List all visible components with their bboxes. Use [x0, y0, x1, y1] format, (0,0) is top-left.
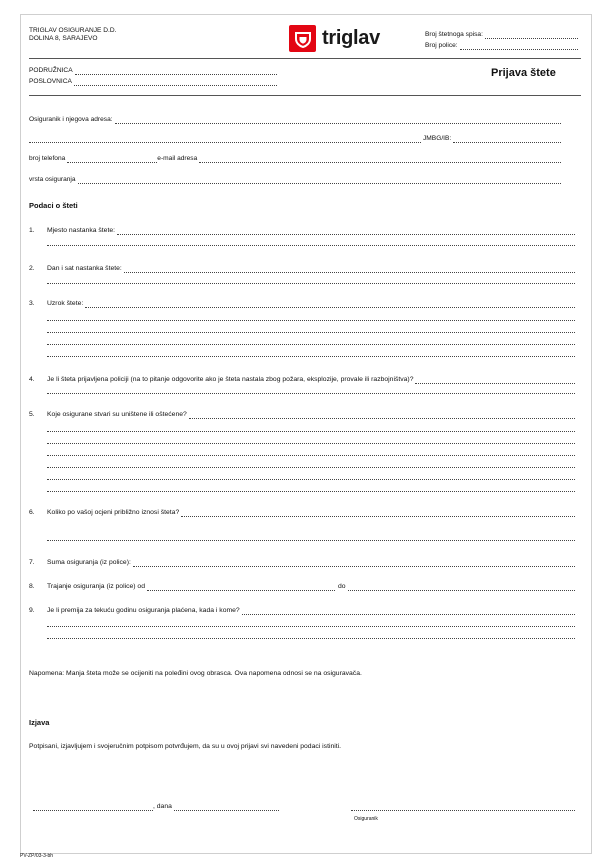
- q5-line-2[interactable]: [47, 436, 575, 444]
- header-divider: [29, 58, 581, 59]
- statement-title: Izjava: [29, 718, 50, 727]
- q3-line-3[interactable]: [47, 337, 575, 345]
- place-date-field[interactable]: [33, 803, 279, 811]
- q4-label: Je li šteta prijavljena policiji (na to pitanje odgovorite ako je šteta nastala zbog požara, eksplozije, provale ili razbojništva)?: [47, 376, 414, 383]
- insurance-type-field[interactable]: [29, 176, 561, 184]
- q3-line-1[interactable]: [47, 313, 575, 321]
- policy-number-field[interactable]: [425, 42, 578, 50]
- q5-line-3[interactable]: [47, 448, 575, 456]
- triglav-logo: [289, 25, 380, 52]
- signer-label: Osiguranik: [354, 816, 378, 822]
- form-title: Prijava štete: [491, 67, 556, 79]
- insured-jmbg-row[interactable]: [29, 135, 561, 143]
- podruznica-label: PODRUŽNICA: [29, 67, 73, 74]
- q2-number: 2.: [29, 265, 35, 272]
- q4-number: 4.: [29, 376, 35, 383]
- file-number-label: Broj štetnoga spisa:: [425, 31, 483, 38]
- q3-line-2[interactable]: [47, 325, 575, 333]
- q1-label: Mjesto nastanka štete:: [47, 227, 116, 234]
- q3-number: 3.: [29, 300, 35, 307]
- q7-label: Suma osiguranja (iz police):: [47, 559, 131, 566]
- q9-number: 9.: [29, 607, 35, 614]
- q5-line-5[interactable]: [47, 472, 575, 480]
- q5-field[interactable]: [47, 411, 575, 419]
- q4-line[interactable]: [47, 386, 575, 394]
- q1-line[interactable]: [47, 238, 575, 246]
- q9-line-1[interactable]: [47, 619, 575, 627]
- q5-label: Koje osigurane stvari su uništene ili oštećene?: [47, 411, 187, 418]
- phone-label: broj telefona: [29, 155, 66, 162]
- insured-name-address-field[interactable]: [29, 116, 561, 124]
- poslovnica-field[interactable]: [29, 78, 277, 86]
- branch-divider: [29, 95, 581, 96]
- note-text: Napomena: Manja šteta može se ocijeniti na poleđini ovog obrasca. Ova napomena odnosi se na osiguravača.: [29, 670, 362, 677]
- q6-line[interactable]: [47, 533, 575, 541]
- q8-label: Trajanje osiguranja (iz police) od: [47, 583, 145, 590]
- podruznica-field[interactable]: [29, 67, 277, 75]
- q9-label: Je li premija za tekuću godinu osiguranja plaćena, kada i kome?: [47, 607, 240, 614]
- q5-line-1[interactable]: [47, 424, 575, 432]
- q8-field[interactable]: [47, 583, 575, 591]
- policy-number-label: Broj police:: [425, 42, 458, 49]
- insurance-type-label: vrsta osiguranja: [29, 176, 76, 183]
- q7-field[interactable]: [47, 559, 575, 567]
- q7-number: 7.: [29, 559, 35, 566]
- q9-line-2[interactable]: [47, 631, 575, 639]
- q1-field[interactable]: [47, 227, 575, 235]
- date-label: , dana: [153, 803, 172, 810]
- q8-to-label: do: [337, 583, 346, 590]
- q6-number: 6.: [29, 509, 35, 516]
- statement-text: Potpisani, izjavljujem i svojeručnim potpisom potvrđujem, da su u ovoj prijavi svi navedeni podaci istiniti.: [29, 743, 342, 750]
- q2-label: Dan i sat nastanka štete:: [47, 265, 122, 272]
- q1-number: 1.: [29, 227, 35, 234]
- email-label: e-mail adresa: [157, 155, 198, 162]
- q3-field[interactable]: [47, 300, 575, 308]
- q5-number: 5.: [29, 411, 35, 418]
- poslovnica-label: POSLOVNICA: [29, 78, 72, 85]
- company-name: TRIGLAV OSIGURANJE D.D.: [29, 27, 117, 34]
- q5-line-6[interactable]: [47, 484, 575, 492]
- logo-wordmark: triglav: [322, 27, 380, 49]
- q3-line-4[interactable]: [47, 349, 575, 357]
- q3-label: Uzrok štete:: [47, 300, 84, 307]
- section-title-podaci: Podaci o šteti: [29, 201, 78, 210]
- insured-name-address-label: Osiguranik i njegova adresa:: [29, 116, 113, 123]
- file-number-field[interactable]: [425, 31, 578, 39]
- q5-line-4[interactable]: [47, 460, 575, 468]
- signature-line[interactable]: [351, 803, 575, 811]
- form-page: [20, 14, 592, 854]
- company-address: DOLINA 8, SARAJEVO: [29, 35, 98, 42]
- q6-label: Koliko po vašoj ocjeni približno iznosi šteta?: [47, 509, 180, 516]
- q9-field[interactable]: [47, 607, 575, 615]
- q2-line[interactable]: [47, 276, 575, 284]
- q6-field[interactable]: [47, 509, 575, 517]
- contact-row[interactable]: [29, 155, 561, 163]
- q8-number: 8.: [29, 583, 35, 590]
- q2-field[interactable]: [47, 265, 575, 273]
- q4-field[interactable]: [47, 376, 575, 384]
- jmbg-label: JMBG/IB:: [423, 135, 452, 142]
- triglav-emblem-icon: [289, 25, 316, 52]
- form-code: PV-ZP/03-3-bh: [20, 853, 54, 859]
